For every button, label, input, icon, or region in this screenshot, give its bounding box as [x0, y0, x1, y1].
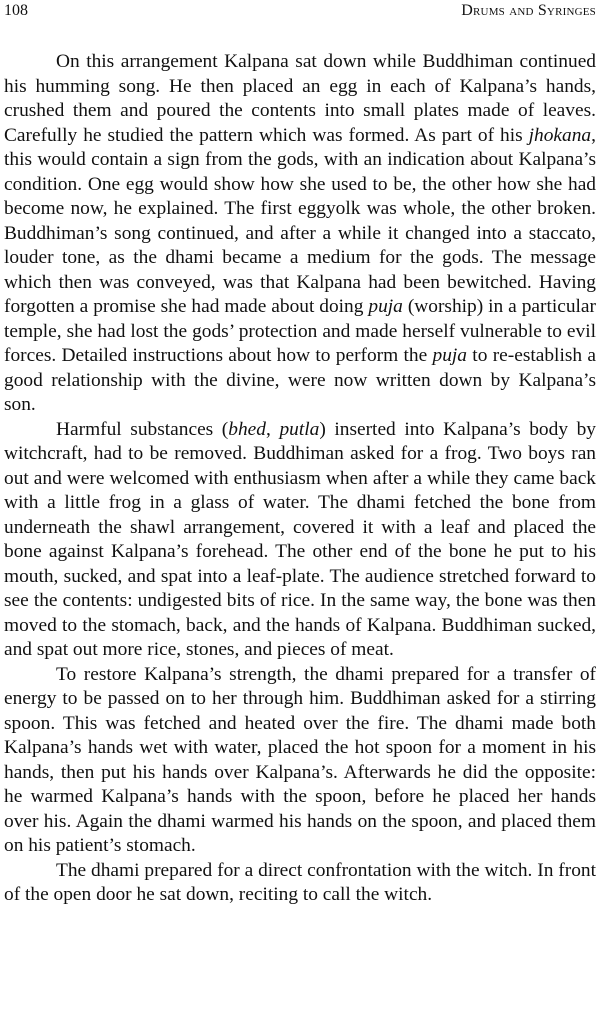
italic-term: puja — [432, 345, 467, 366]
running-title: Drums and Syringes — [461, 2, 596, 19]
italic-term: putla — [279, 418, 320, 440]
text-run: ) inserted into Kalpana’s body by witchcraft, had to be removed. Buddhiman asked for a frog. Two boys ran out and were welcomed with enthusiasm when after a while they came back with a little frog in a glass of water. The dhami fetched the bone from underneath the shawl arrangement, covered it with a leaf and placed the bone against Kalpana’s forehead. The other end of the bone he put to his mouth, sucked, and spat into a leaf-plate. The audience stretched forward to see the contents: undigested bits of rice. In the same way, the bone was then moved to the stomach, back, and the hands of Kalpana. Buddhiman sucked, and spat out more rice, stones, and pieces of meat. — [4, 418, 597, 660]
paragraph — [4, 663, 596, 859]
text-run: Harmful substances ( — [56, 418, 229, 440]
text-run: To restore Kalpana’s strength, the dhami prepared for a transfer of energy to be passed on to her through him. Buddhiman asked for a stirring spoon. This was fetched and heated over the fire. The dhami made both Kalpana’s hands wet with water, placed the hot spoon for a moment in his hands, then put his hands over Kalpana’s. Afterwards he did the opposite: he warmed Kalpana’s hands with the spoon, before he placed her hands over his. Again the dhami warmed his hands on the spoon, and placed them on his patient’s stomach. — [4, 663, 596, 856]
text-run: The dhami prepared for a direct confrontation with the witch. In front of the open door he sat down, reciting to call the witch. — [4, 859, 596, 905]
text-run: On this arrangement Kalpana sat down while Buddhiman continued his humming song. He then placed an egg in each of Kalpana’s hands, crushed them and poured the contents into small plates made of leaves. Carefully he studied the pattern which was formed. As part of his — [4, 51, 596, 146]
italic-term: puja — [368, 296, 403, 317]
body-text — [4, 50, 596, 908]
italic-term: jhokana — [528, 124, 592, 146]
text-run: to re-establish a good relationship with the divine, were now written down by Kalpana’s son. — [4, 345, 596, 415]
paragraph — [4, 859, 596, 908]
paragraph — [4, 418, 596, 663]
text-run: , — [265, 418, 280, 440]
text-run: (worship) in a particular temple, she had lost the gods’ protection and made herself vulnerable to evil forces. Detailed instructions about how to perform the — [4, 296, 596, 366]
page-number: 108 — [4, 2, 28, 19]
italic-term: bhed — [228, 418, 266, 440]
paragraph — [4, 50, 596, 418]
running-head — [4, 0, 596, 24]
text-run: , this would contain a sign from the gods, with an indication about Kalpana’s condition. One egg would show how she used to be, the other how she had become now, he explained. The first eggyolk was whole, the other broken. Buddhiman’s song continued, and after a while it changed into a staccato, louder tone, as the dhami became a medium for the gods. The message which then was conveyed, was that Kalpana had been bewitched. Having forgotten a promise she had made about doing — [4, 124, 596, 317]
